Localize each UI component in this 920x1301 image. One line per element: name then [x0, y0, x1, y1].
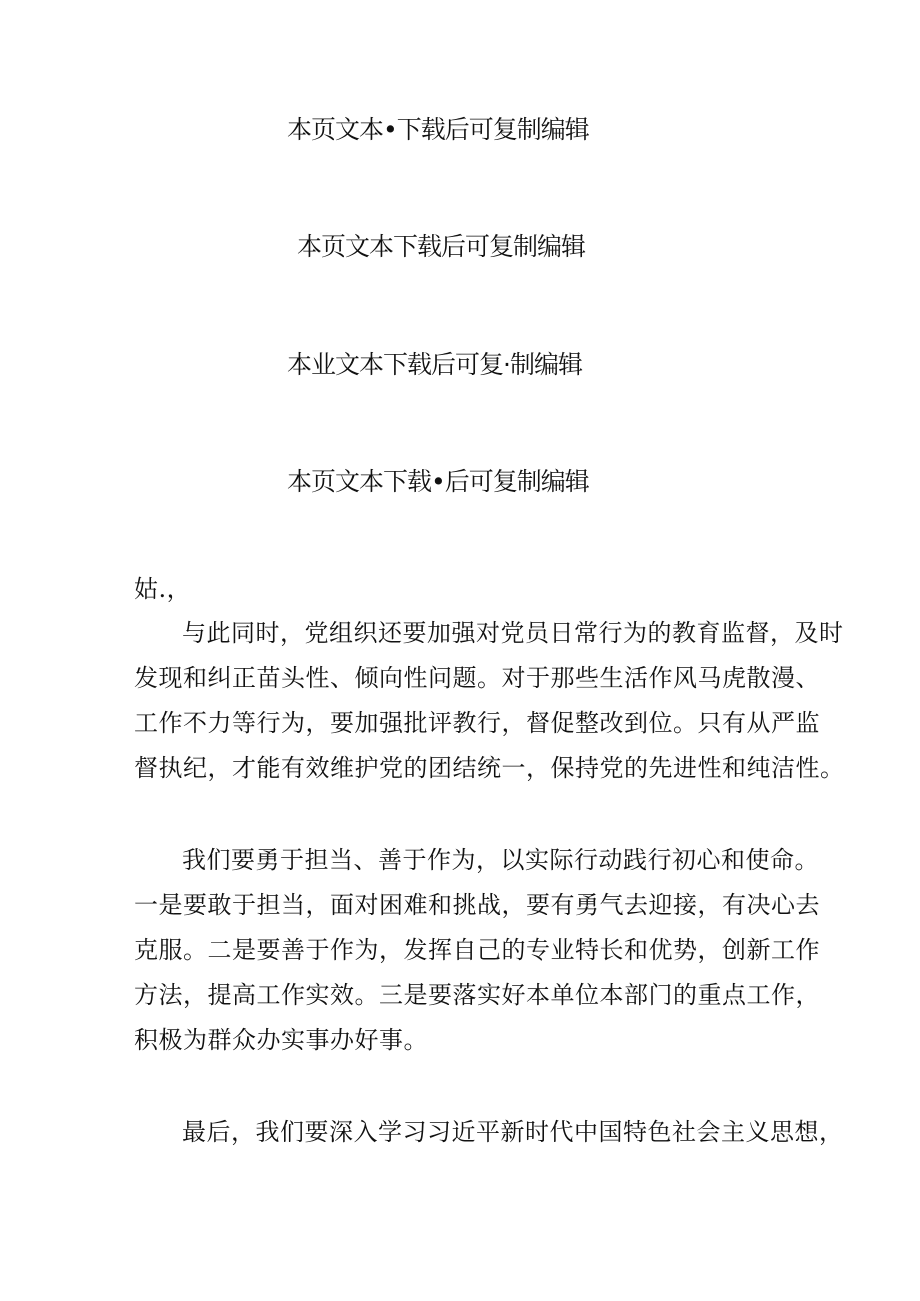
paragraph-line: 克服。二是要善于作为，发挥自己的专业特长和优势，创新工作: [134, 936, 820, 964]
paragraph-responsibility: [134, 838, 820, 1063]
paragraph-line: 我们要勇于担当、善于作为，以实际行动践行初心和使命。: [182, 846, 819, 874]
paragraph-line: 督执纪，才能有效维护党的团结统一，保持党的先进性和纯洁性。: [134, 754, 845, 782]
paragraph-supervision: [134, 611, 845, 791]
paragraph-study: [134, 1110, 844, 1155]
text-fragment: [134, 567, 814, 612]
paragraph-line: 工作不力等行为，要加强批评教行，督促整改到位。只有从严监: [134, 709, 820, 737]
paragraph-line: 积极为群众办实事办好事。: [134, 1026, 428, 1054]
paragraph-line: 与此同时，党组织还要加强对党员日常行为的教育监督，及时: [182, 619, 844, 647]
paragraph-line: 发现和纠正苗头性、倾向性问题。对于那些生活作风马虎散漫、: [134, 664, 820, 692]
paragraph-line: 一是要敢于担当，面对困难和挑战，要有勇气去迎接，有决心去: [134, 891, 820, 919]
watermark-line: 本页文本下载后可复制编辑: [297, 232, 586, 261]
fragment-line: 姑.，: [134, 575, 192, 603]
watermark-line: 本业文本下载后可复·制编辑: [287, 350, 582, 379]
paragraph-line: 最后，我们要深入学习习近平新时代中国特色社会主义思想，: [182, 1118, 844, 1146]
watermark-line: 本页文本下载•后可复制编辑: [287, 467, 589, 496]
paragraph-line: 方法，提高工作实效。三是要落实好本单位本部门的重点工作，: [134, 981, 820, 1009]
watermark-line: 本页文本•下载后可复制编辑: [287, 115, 589, 144]
